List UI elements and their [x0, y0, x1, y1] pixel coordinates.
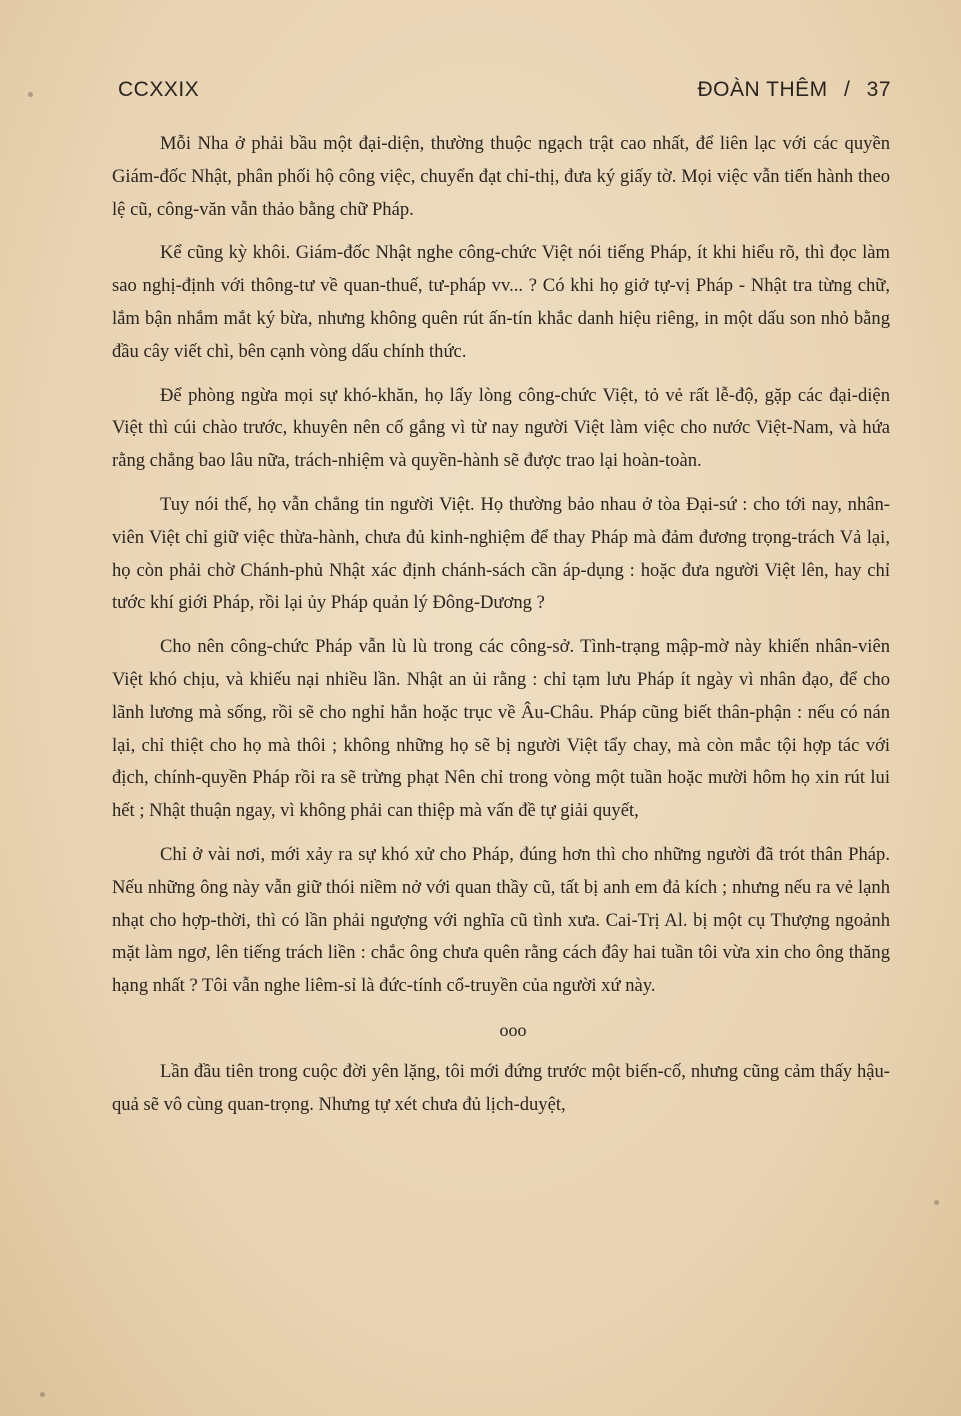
- paragraph: Kể cũng kỳ khôi. Giám-đốc Nhật nghe công-chức Việt nói tiếng Pháp, ít khi hiểu rõ, thì đọc làm sao nghị-định với thông-tư về quan-thuế, tư-pháp vv... ? Có khi họ giở tự-vị Pháp - Nhật tra từng chữ, lắm bận nhắm mắt ký bừa, nhưng không quên rút ấn-tín khắc danh hiệu riêng, in một dấu son nhỏ bằng đầu cây viết chì, bên cạnh vòng dấu chính thức.: [112, 242, 890, 362]
- author-name: ĐOÀN THÊM: [697, 78, 828, 101]
- paper-speck: [28, 92, 33, 97]
- final-paragraph: Lần đầu tiên trong cuộc đời yên lặng, tôi mới đứng trước một biến-cố, nhưng cũng cảm thấy hậu-quả sẽ vô cùng quan-trọng. Nhưng tự xét chưa đủ lịch-duyệt,: [112, 1060, 890, 1115]
- paragraph: Tuy nói thế, họ vẫn chẳng tin người Việt. Họ thường bảo nhau ở tòa Đại-sứ : cho tới nay, nhân-viên Việt chỉ giữ việc thừa-hành, chưa đủ kinh-nghiệm để thay Pháp mà đảm đương trọng-trách Vả lại, họ còn phải chờ Chánh-phủ Nhật xác định chánh-sách cần áp-dụng : hoặc đưa người Việt lên, hay chỉ tước khí giới Pháp, rồi lại ủy Pháp quản lý Đông-Dương ?: [112, 493, 890, 614]
- page-body: [112, 128, 890, 1133]
- paper-speck: [40, 1392, 45, 1397]
- paragraph: Chỉ ở vài nơi, mới xảy ra sự khó xử cho Pháp, đúng hơn thì cho những người đã trót thân Pháp. Nếu những ông này vẫn giữ thói niềm nở với quan thầy cũ, tất bị anh em đả kích ; nhưng nếu ra vẻ lạnh nhạt cho hợp-thời, thì có lần phải ngượng với nghĩa cũ tình xưa. Cai-Trị Al. bị một cụ Thượng ngoảnh mặt làm ngơ, lên tiếng trách liền : chắc ông chưa quên rằng cách đây hai tuần tôi vừa xin cho ông thăng hạng nhất ? Tôi vẫn nghe liêm-sỉ là đức-tính cổ-truyền của người xứ này.: [112, 843, 890, 997]
- section-separator: ooo: [499, 1019, 527, 1040]
- header-separator: /: [843, 78, 851, 101]
- paper-speck: [934, 1200, 939, 1205]
- paragraph: Cho nên công-chức Pháp vẫn lù lù trong các công-sở. Tình-trạng mập-mờ này khiến nhân-viên Việt khó chịu, và khiếu nại nhiều lần. Nhật an ủi rằng : chỉ tạm lưu Pháp ít ngày vì nhân đạo, để cho lãnh lương mà sống, rồi sẽ cho nghỉ hẳn hoặc trục về Âu-Châu. Pháp cũng biết thân-phận : nếu có nán lại, chỉ thiệt cho họ mà thôi ; không những họ sẽ bị người Việt tẩy chay, mà còn mắc tội hợp tác với địch, chính-quyền Pháp rồi ra sẽ trừng phạt Nên chỉ trong vòng một tuần hoặc mười hôm họ xin rút lui hết ; Nhật thuận ngay, vì không phải can thiệp mà vấn đề tự giải quyết,: [112, 636, 890, 822]
- running-header: [118, 78, 891, 102]
- paragraph: Để phòng ngừa mọi sự khó-khăn, họ lấy lòng công-chức Việt, tỏ vẻ rất lễ-độ, gặp các đại-diện Việt thì cúi chào trước, khuyên nên cố gắng vì từ nay người Việt làm việc cho nước Việt-Nam, và hứa rằng chẳng bao lâu nữa, trách-nhiệm và quyền-hành sẽ được trao lại hoàn-toàn.: [112, 384, 890, 472]
- paragraph: Mỗi Nha ở phải bầu một đại-diện, thường thuộc ngạch trật cao nhất, để liên lạc với các quyền Giám-đốc Nhật, phân phối hộ công việc, chuyển đạt chỉ-thị, đưa ký giấy tờ. Mọi việc vẫn tiến hành theo lệ cũ, công-văn vẫn thảo bằng chữ Pháp.: [112, 133, 890, 220]
- author-page-label: [687, 78, 891, 102]
- page-number: 37: [866, 78, 891, 101]
- chapter-number: CCXXIX: [118, 78, 200, 101]
